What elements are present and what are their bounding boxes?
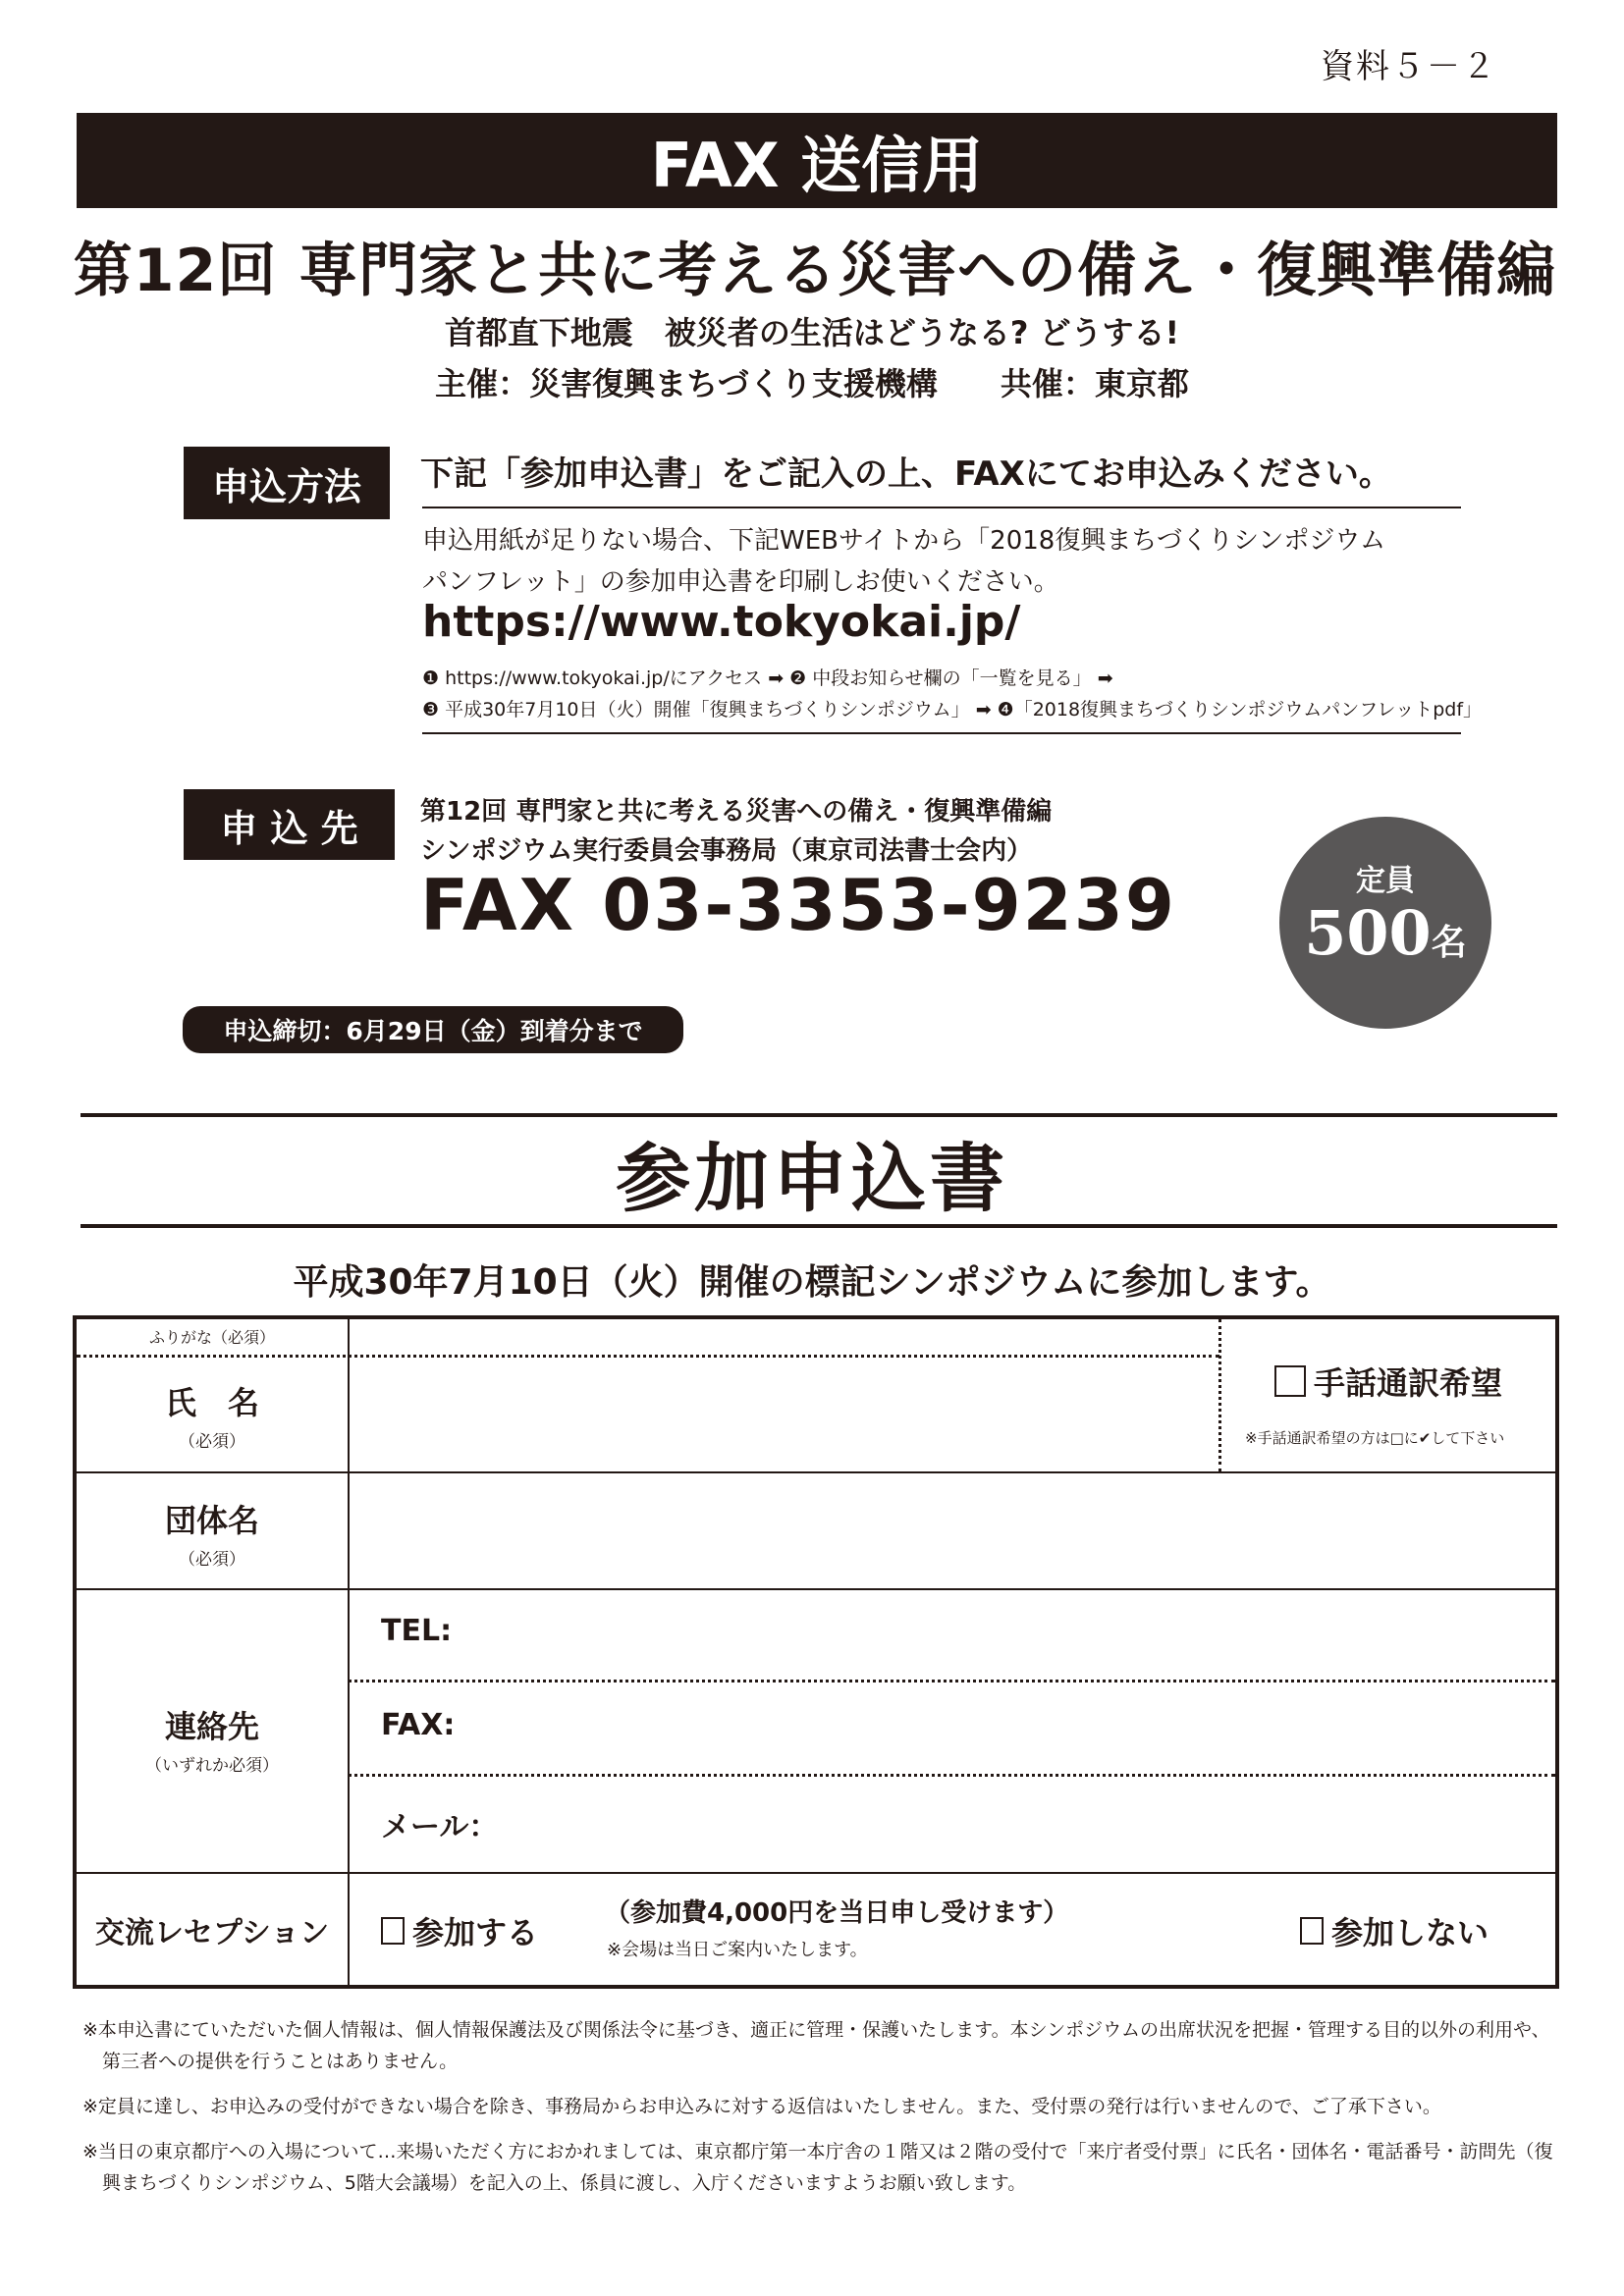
divider (422, 732, 1461, 734)
website-url-link[interactable]: https://www.tokyokai.jp/ (422, 597, 1021, 647)
sign-language-checkbox[interactable] (1274, 1365, 1306, 1397)
form-lead: 平成30年7月10日（火）開催の標記シンポジウムに参加します。 (293, 1262, 1331, 1303)
fax-number: FAX 03-3353-9239 (420, 864, 1176, 946)
event-title: 第12回 専門家と共に考える災害への備え・復興準備編 (73, 237, 1557, 305)
footnote-line: ※定員に達し、お申込みの受付ができない場合を除き、事務局からお申込みに対する返信はいたしません。また、受付票の発行は行いませんので、ご了承下さい。 (82, 2096, 1441, 2117)
decline-checkbox[interactable] (1300, 1917, 1324, 1945)
method-body-line2: パンフレット」の参加申込書を印刷しお使いください。 (422, 567, 1059, 597)
access-steps-line1: ❶ https://www.tokyokai.jp/にアクセス ➡ ❷ 中段お知らせ欄の「一覧を見る」 ➡ (422, 667, 1113, 689)
sign-language-label: 手話通訳希望 (1313, 1364, 1502, 1402)
attend-label: 参加する (412, 1914, 539, 1951)
destination-label (184, 789, 395, 860)
rule-bottom (81, 1224, 1557, 1228)
divider (422, 507, 1461, 508)
fee-note: （参加費4,000円を当日申し受けます） (605, 1898, 1069, 1928)
contact-label-wrap (77, 1702, 348, 1776)
mail-input[interactable] (489, 1779, 1549, 1869)
mail-label: メール： (381, 1810, 499, 1844)
name-label: 氏 名 (164, 1384, 259, 1421)
event-organizers: 主催：災害復興まちづくり支援機構 共催：東京都 (435, 365, 1189, 402)
access-steps-line2: ❸ 平成30年7月10日（火）開催「復興まちづくりシンポジウム」 ➡ ❹「2018復興まちづくりシンポジウムパンフレットpdf」 (422, 699, 1483, 721)
name-label-wrap (77, 1378, 348, 1452)
footnote-entry (82, 2136, 1555, 2199)
method-lead: 下記「参加申込書」をご記入の上、FAXにてお申込みください。 (420, 454, 1392, 494)
attend-checkbox[interactable] (381, 1917, 405, 1945)
document-reference: 資料５－２ (1321, 47, 1497, 86)
decline-option[interactable] (1300, 1908, 1489, 1953)
column-divider (348, 1319, 350, 1985)
fax-label: FAX: (381, 1708, 456, 1742)
footnote-privacy (82, 2014, 1555, 2077)
org-label: 団体名 (164, 1502, 259, 1539)
row-divider (77, 1588, 1555, 1590)
destination-line2: シンポジウム実行委員会事務局（東京司法書士会内） (420, 836, 1033, 866)
dotted-divider (77, 1355, 1219, 1358)
footnote-line: 第三者への提供を行うことはありません。 (102, 2051, 459, 2072)
rule-top (81, 1113, 1557, 1117)
method-label-text: 申込方法 (211, 464, 361, 508)
event-subtitle: 首都直下地震 被災者の生活はどうなる? どうする! (444, 314, 1180, 351)
dotted-divider (348, 1774, 1555, 1777)
method-body-line1: 申込用紙が足りない場合、下記WEBサイトから「2018復興まちづくりシンポジウム (422, 526, 1386, 556)
reception-label: 交流レセプション (94, 1916, 330, 1950)
furigana-label: ふりがな（必須） (148, 1328, 275, 1347)
name-required: （必須） (179, 1432, 245, 1452)
row-divider (77, 1872, 1555, 1874)
fax-banner (77, 113, 1557, 208)
fax-banner-label: FAX 送信用 (650, 130, 984, 201)
org-required: （必須） (179, 1550, 245, 1570)
deadline-text: 申込締切：6月29日（金）到着分まで (223, 1017, 643, 1045)
furigana-input[interactable] (352, 1321, 1216, 1353)
method-label (184, 447, 390, 519)
footnote-reply (82, 2091, 1555, 2122)
row-divider (77, 1471, 1555, 1473)
contact-label: 連絡先 (164, 1708, 259, 1745)
capacity-number-wrap (1279, 897, 1491, 969)
name-input[interactable] (352, 1359, 1216, 1468)
destination-line1: 第12回 専門家と共に考える災害への備え・復興準備編 (420, 797, 1053, 827)
org-label-wrap (77, 1496, 348, 1570)
sign-language-option[interactable] (1221, 1359, 1555, 1404)
deadline-pill (183, 1006, 683, 1053)
contact-required: （いずれか必須） (145, 1756, 279, 1776)
footnote-line: ※当日の東京都庁への入場について…来場いただく方におかれましては、東京都庁第一本庁舎の１階又は２階の受付で「来庁者受付票」に氏名・団体名・電話番号・訪問先（復 (82, 2141, 1553, 2163)
capacity-label: 定員 (1356, 864, 1415, 898)
destination-label-text: 申 込 先 (220, 806, 358, 850)
tel-label: TEL: (381, 1614, 453, 1648)
sign-language-note: ※手話通訳希望の方は□に✔して下さい (1245, 1429, 1505, 1447)
application-form-table (73, 1315, 1559, 1989)
capacity-badge (1279, 817, 1491, 1029)
decline-label: 参加しない (1331, 1914, 1489, 1951)
venue-note: ※会場は当日ご案内いたします。 (607, 1940, 868, 1960)
fax-input[interactable] (450, 1684, 1549, 1771)
organization-input[interactable] (352, 1474, 1553, 1586)
capacity-number: 500 (1304, 897, 1432, 969)
dotted-divider (348, 1680, 1555, 1682)
footnote-line: ※本申込書にていただいた個人情報は、個人情報保護法及び関係法令に基づき、適正に管理・保護いたします。本シンポジウムの出席状況を把握・管理する目的以外の利用や、 (82, 2019, 1550, 2041)
footnote-line: 興まちづくりシンポジウム、5階大会議場）を記入の上、係員に渡し、入庁くださいますようお願い致します。 (102, 2172, 1027, 2194)
attend-option[interactable] (381, 1908, 538, 1953)
form-title: 参加申込書 (616, 1135, 1008, 1222)
tel-input[interactable] (450, 1594, 1549, 1677)
capacity-unit: 名 (1431, 922, 1467, 963)
